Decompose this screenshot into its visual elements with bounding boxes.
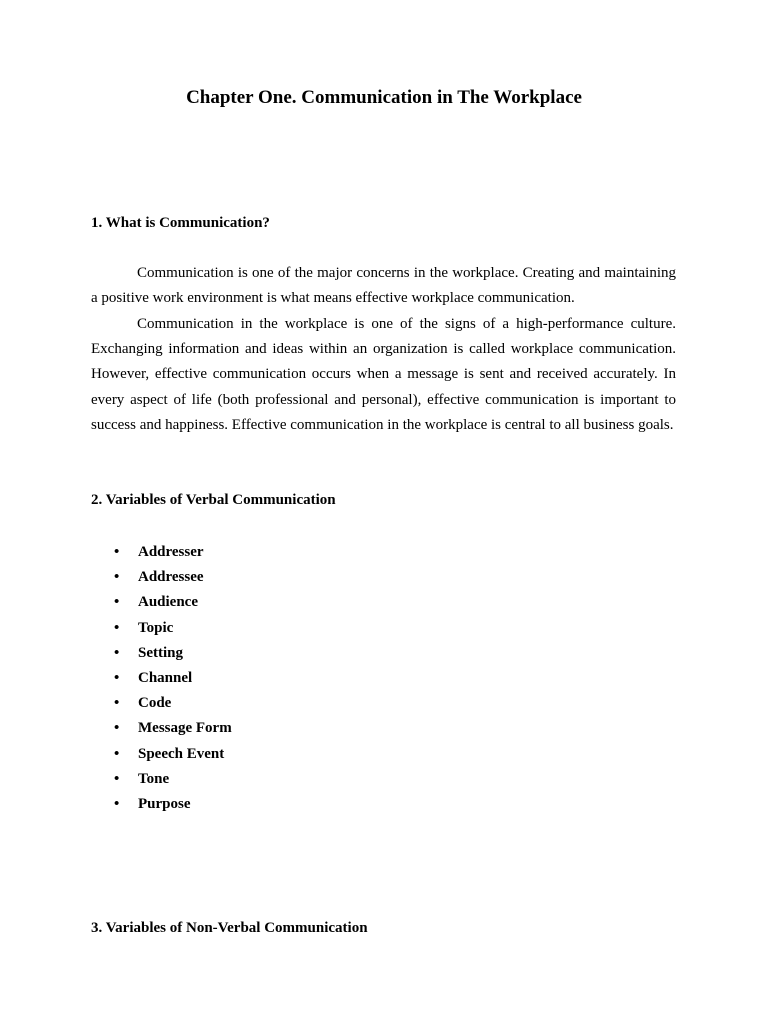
list-item bbox=[91, 666, 232, 691]
list-item-label: Message Form bbox=[138, 720, 232, 737]
list-item bbox=[91, 616, 232, 641]
list-item bbox=[91, 691, 232, 716]
bullet-icon: • bbox=[114, 745, 120, 762]
paragraph-1: Communication is one of the major concerns in the workplace. Creating and maintaining a positive work environment is what means effective workplace communication. bbox=[91, 265, 676, 307]
list-item-label: Code bbox=[138, 695, 172, 712]
bullet-icon: • bbox=[114, 720, 120, 737]
list-item-label: Speech Event bbox=[138, 745, 225, 762]
list-item bbox=[91, 767, 232, 792]
bullet-icon: • bbox=[114, 795, 120, 812]
list-item-label: Topic bbox=[138, 619, 174, 636]
list-item bbox=[91, 565, 232, 590]
list-item-label: Setting bbox=[138, 644, 183, 661]
list-item-label: Channel bbox=[138, 669, 193, 686]
bullet-icon: • bbox=[114, 544, 120, 560]
list-item-label: Addresser bbox=[138, 544, 204, 560]
bullet-icon: • bbox=[114, 695, 120, 712]
bullet-icon: • bbox=[114, 569, 120, 586]
list-item bbox=[91, 641, 232, 666]
bullet-icon: • bbox=[114, 644, 120, 661]
bullet-icon: • bbox=[114, 669, 120, 686]
section-heading-what-is-communication: 1. What is Communication? bbox=[91, 215, 270, 231]
list-item-label: Addressee bbox=[138, 569, 204, 586]
list-item bbox=[91, 792, 232, 817]
verbal-variables-list bbox=[91, 540, 232, 817]
section-heading-non-verbal-variables: 3. Variables of Non-Verbal Communication bbox=[91, 920, 368, 936]
bullet-icon: • bbox=[114, 594, 120, 611]
list-item-label: Purpose bbox=[138, 795, 191, 812]
page-title: Chapter One. Communication in The Workplace bbox=[186, 87, 582, 108]
section-heading-verbal-variables: 2. Variables of Verbal Communication bbox=[91, 492, 336, 508]
list-item-label: Audience bbox=[138, 594, 198, 611]
list-item bbox=[91, 742, 232, 767]
list-item-label: Tone bbox=[138, 770, 170, 787]
list-item bbox=[91, 540, 232, 565]
bullet-icon: • bbox=[114, 619, 120, 636]
bullet-icon: • bbox=[114, 770, 120, 787]
list-item bbox=[91, 716, 232, 741]
list-item bbox=[91, 590, 232, 615]
paragraph-2: Communication in the workplace is one of the signs of a high-performance culture. Exchanging information and ideas within an organization is called workplace communication. However, effective communication occurs when a message is sent and received accurately. In every aspect of life (both professional and personal), effective communication is important to success and happiness. Effective communication in the workplace is central to all business goals. bbox=[91, 316, 676, 433]
